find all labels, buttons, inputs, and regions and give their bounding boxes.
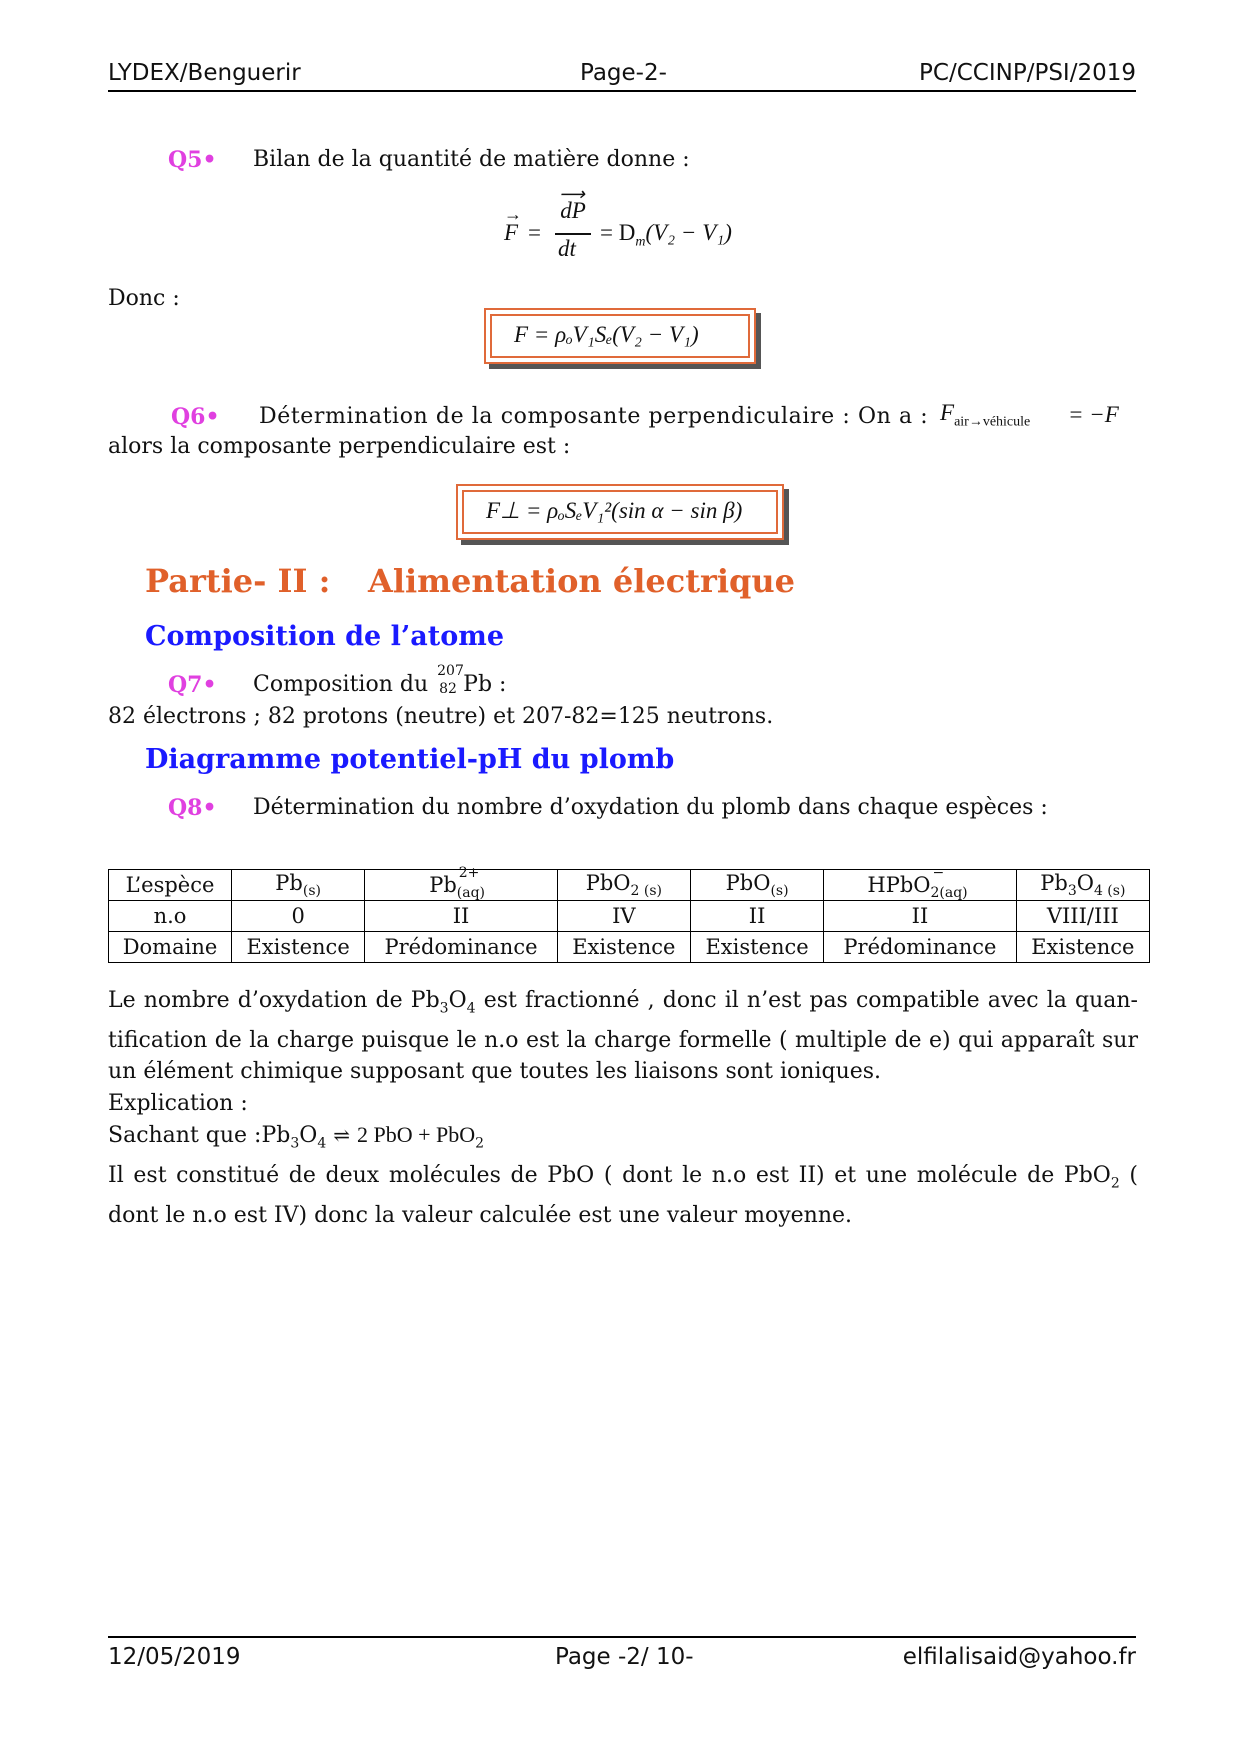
footer-center: Page -2/ 10-	[555, 1644, 694, 1670]
q5-eq-f: F	[504, 220, 519, 245]
para-p5c: 2 PbO + PbO	[357, 1122, 476, 1148]
table-cell: 0	[232, 901, 365, 932]
table-cell: II	[824, 901, 1016, 932]
q7-label: Q7•	[168, 672, 217, 698]
q5-eq-rhs-sub: m	[635, 234, 646, 250]
footer-right: elfilalisaid@yahoo.fr	[902, 1644, 1136, 1670]
q7-atomic-number: 82	[439, 681, 457, 697]
header-right: PC/CCINP/PSI/2019	[919, 60, 1136, 86]
fraction-bar	[555, 233, 591, 235]
para-line: dont le n.o est IV) donc la valeur calculée est une valeur moyenne.	[108, 1203, 853, 1229]
table-cell: Pb 2+ (aq)	[365, 870, 557, 901]
q6-label: Q6•	[171, 404, 220, 430]
q5-text: Bilan de la quantité de matière donne :	[253, 147, 690, 172]
header-center: Page-2-	[580, 60, 667, 86]
footer-rule	[108, 1636, 1136, 1638]
table-header-row	[109, 870, 1150, 901]
vector-arrow-icon: →	[504, 204, 522, 224]
partie-title: Alimentation électrique	[368, 562, 795, 600]
q6-force-F: $F_{air\to véhicule}$	[940, 400, 1031, 430]
oxidation-table	[108, 864, 1150, 963]
q5-eq-rhs-tail: (V₂ − V₁)	[645, 220, 732, 245]
partie-number: Partie- II :	[145, 562, 331, 600]
header-left: LYDEX/Benguerir	[108, 60, 301, 86]
table-cell: Prédominance	[824, 932, 1016, 963]
para-p6b: (	[1129, 1163, 1138, 1189]
q5-eq-rhs: = D	[600, 220, 636, 245]
table-cell: Existence	[1016, 932, 1149, 963]
table-cell: Prédominance	[365, 932, 557, 963]
table-cell: Existence	[232, 932, 365, 963]
explanation-paragraph	[108, 985, 1138, 1232]
table-cell: $Pb_3O_{4 (s)}$	[1016, 870, 1149, 901]
q5-label: Q5•	[168, 147, 217, 173]
q7-mass-number: 207	[437, 663, 464, 679]
para-p1b: O	[448, 988, 467, 1013]
table-cell: Existence	[690, 932, 823, 963]
header-rule	[108, 90, 1136, 92]
q7-element: Pb :	[463, 672, 507, 697]
para-line: Il est constitué de deux molécules de PbO ( dont le n.o est II) et une molécule de PbO$_2$ (	[108, 1163, 1138, 1192]
table-cell: PbO$_{2 (s)}$	[557, 870, 690, 901]
para-p5a: Sachant que :Pb	[108, 1123, 291, 1149]
para-line: un élément chimique supposant que toutes les liaisons sont ioniques.	[108, 1059, 882, 1085]
para-line: tification de la charge puisque le n.o est la charge formelle ( multiple de e) qui apparaît sur	[108, 1027, 1138, 1053]
q6-force-sub: air→véhicule	[954, 414, 1031, 430]
table-cell: HPbO − 2(aq)	[824, 870, 1016, 901]
para-line: Sachant que $:Pb_3O_4$ ⇌ 2 PbO + PbO$_2$	[108, 1122, 485, 1152]
section-title-diagramme: Diagramme potentiel-pH du plomb	[145, 744, 675, 775]
donc-label: Donc :	[108, 286, 180, 311]
table-cell: Domaine	[109, 932, 232, 963]
boxed-result-perp	[456, 484, 784, 540]
table-cell: IV	[557, 901, 690, 932]
table-cell: n.o	[109, 901, 232, 932]
para-p6a: Il est constitué de deux molécules de PbO ( dont le n.o est II) et une molécule de PbO	[108, 1163, 1111, 1189]
q8-label: Q8•	[168, 795, 217, 821]
para-line: Le nombre d’oxydation de $Pb_3O_4$ est fractionné , donc il n’est pas compatible avec la quan-	[108, 988, 1138, 1017]
q7-text	[253, 663, 507, 697]
q6-line2: alors la composante perpendiculaire est :	[108, 434, 571, 459]
table-cell: VIII/III	[1016, 901, 1149, 932]
table-row-no	[109, 901, 1150, 932]
q5-eq-numerator: dP	[560, 198, 586, 223]
para-p1a: Le nombre d’oxydation de Pb	[108, 988, 440, 1013]
table-cell: PbO$_{(s)}$	[690, 870, 823, 901]
vector-arrow-icon: ⟶	[559, 184, 585, 204]
boxed-result-force	[484, 308, 756, 364]
boxed-force-formula: F = ρₒV₁Sₑ(V₂ − V₁)	[514, 322, 699, 347]
equilibrium-arrow-icon: ⇌	[333, 1123, 351, 1148]
q6-text: Détermination de la composante perpendiculaire : On a :	[259, 404, 929, 429]
table-cell: II	[365, 901, 557, 932]
para-p5b: O	[299, 1123, 318, 1149]
para-line: Explication :	[108, 1090, 248, 1116]
q7-line2: 82 électrons ; 82 protons (neutre) et 207-82=125 neutrons.	[108, 704, 774, 729]
table-cell: $Pb_{(s)}$	[232, 870, 365, 901]
section-title-atome: Composition de l’atome	[145, 621, 505, 652]
footer-left: 12/05/2019	[108, 1644, 241, 1670]
boxed-perp-formula: F⊥ = ρₒSₑV₁²(sin α − sin β)	[486, 498, 743, 523]
table-cell: II	[690, 901, 823, 932]
q5-equation: → F = ⟶ dP dt = $D_m(V_2 - V_1)$	[504, 184, 732, 261]
q7-text-lead: Composition du	[253, 672, 429, 697]
para-p1c: est fractionné , donc il n’est pas compatible avec la quan-	[483, 988, 1138, 1013]
q5-eq-denominator: dt	[558, 236, 576, 261]
table-row-domaine	[109, 932, 1150, 963]
table-cell: L’espèce	[109, 870, 232, 901]
q6-force-eq: = −F	[1068, 402, 1119, 427]
q8-text: Détermination du nombre d’oxydation du plomb dans chaque espèces :	[253, 795, 1048, 820]
table-cell: Existence	[557, 932, 690, 963]
